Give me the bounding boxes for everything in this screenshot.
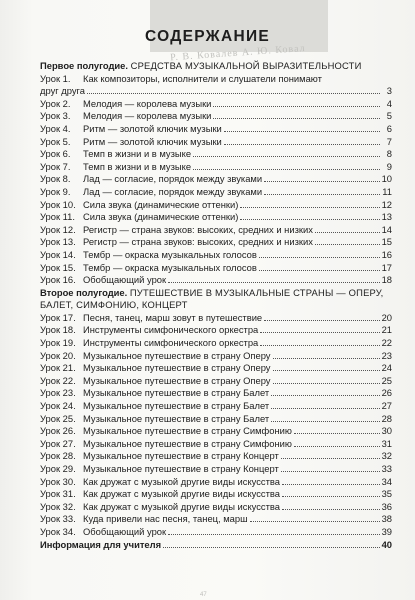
- dot-leader: [281, 471, 380, 472]
- lesson-title: Музыкальное путешествие в страну Балет: [83, 412, 270, 424]
- toc-entry: [40, 148, 392, 161]
- page-number: 5: [386, 110, 392, 122]
- dot-leader: [163, 547, 380, 548]
- page-number: 33: [381, 463, 392, 474]
- dot-leader: [224, 144, 380, 145]
- lesson-title: Обобщающий урок: [83, 274, 167, 286]
- toc-entry: [40, 375, 392, 388]
- page-number: 20: [381, 311, 392, 323]
- page-number: 39: [381, 525, 392, 537]
- lesson-number: Урок 1.: [40, 72, 71, 84]
- section-prefix: Второе полугодие.: [40, 286, 128, 298]
- page-number: 13: [381, 211, 392, 223]
- lesson-number: Урок 5.: [40, 135, 71, 147]
- toc-entry: [40, 387, 392, 400]
- lesson-title: Сила звука (динамические оттенки): [83, 211, 239, 223]
- section-heading-first-half: [40, 60, 392, 73]
- dot-leader: [224, 131, 380, 132]
- page-number: 27: [381, 400, 392, 412]
- dot-leader: [250, 521, 380, 522]
- page-number: 11: [382, 185, 392, 197]
- page-number: 9: [386, 160, 392, 172]
- lesson-number: Урок 16.: [40, 274, 76, 286]
- page-number: 38: [381, 513, 392, 525]
- info-title: Информация для учителя: [40, 538, 162, 550]
- lesson-number: Урок 6.: [40, 148, 71, 160]
- page-number: 15: [381, 236, 392, 248]
- lesson-title: Темп в жизни и в музыке: [83, 148, 192, 160]
- footer-mark: 47: [200, 592, 207, 598]
- toc-entry: [40, 513, 392, 526]
- toc-entry: [40, 211, 392, 224]
- toc-entry: [40, 136, 392, 149]
- toc-entry-teacher-info: [40, 539, 392, 552]
- lesson-title: Как дружат с музыкой другие виды искусства: [83, 475, 281, 487]
- dot-leader: [264, 181, 380, 182]
- lesson-number: Урок 19.: [40, 337, 76, 349]
- page-number: 25: [381, 374, 392, 386]
- page-number: 14: [381, 223, 392, 235]
- lesson-title: Как дружат с музыкой другие виды искусства: [83, 488, 281, 500]
- lesson-title: Регистр — страна звуков: высоких, средних и низких: [83, 236, 313, 248]
- table-of-contents: [40, 60, 392, 551]
- page-title: СОДЕРЖАНИЕ: [144, 28, 271, 45]
- toc-list-first-half: [40, 98, 392, 287]
- dot-leader: [213, 106, 380, 107]
- toc-entry: [40, 312, 392, 325]
- toc-entry: [40, 362, 392, 375]
- lesson-number: Урок 15.: [40, 261, 76, 273]
- lesson-number: Урок 26.: [40, 425, 76, 437]
- toc-entry: [40, 249, 392, 262]
- toc-entry: [40, 123, 392, 136]
- lesson-title: Регистр — страна звуков: высоких, средних и низких: [83, 223, 313, 235]
- dot-leader: [315, 232, 380, 233]
- dot-leader: [259, 270, 380, 271]
- page-number: 34: [381, 475, 392, 487]
- dot-leader: [294, 446, 380, 447]
- toc-entry: [40, 450, 392, 463]
- dot-leader: [264, 320, 380, 321]
- section-name: СРЕДСТВА МУЗЫКАЛЬНОЙ ВЫРАЗИТЕЛЬНОСТИ: [130, 60, 362, 71]
- page-number: 23: [381, 349, 392, 361]
- lesson-title: Как композиторы, исполнители и слушатели понимают: [83, 72, 322, 84]
- lesson-title: Песня, танец, марш зовут в путешествие: [83, 311, 263, 323]
- lesson-number: Урок 10.: [40, 198, 76, 210]
- lesson-title: Музыкальное путешествие в страну Симфонию: [83, 425, 292, 437]
- toc-entry: [40, 350, 392, 363]
- toc-entry: [40, 173, 392, 186]
- page-number: 4: [386, 97, 392, 109]
- page-number: 26: [381, 387, 392, 399]
- dot-leader: [271, 421, 380, 422]
- toc-entry: [40, 438, 392, 451]
- lesson-number: Урок 34.: [40, 525, 76, 537]
- lesson-number: Урок 21.: [40, 362, 76, 374]
- lesson-title: Куда привели нас песня, танец, марш: [83, 513, 248, 525]
- lesson-title: Мелодия — королева музыки: [83, 110, 212, 122]
- dot-leader: [193, 169, 380, 170]
- dot-leader: [282, 484, 380, 485]
- toc-entry: [40, 224, 392, 237]
- lesson-number: Урок 13.: [40, 236, 76, 248]
- dot-leader: [264, 194, 380, 195]
- lesson-title: Мелодия — королева музыки: [83, 97, 212, 109]
- lesson-number: Урок 29.: [40, 463, 76, 474]
- dot-leader: [273, 358, 381, 359]
- bleed-through-text: Р. В. Ковалев А. Ю. Ковал: [169, 42, 306, 64]
- page-number: 3: [386, 85, 392, 97]
- lesson-number: Урок 14.: [40, 248, 76, 260]
- toc-entry: [40, 161, 392, 174]
- dot-leader: [282, 509, 380, 510]
- toc-entry: [40, 199, 392, 212]
- dot-leader: [240, 219, 380, 220]
- toc-entry: [40, 324, 392, 337]
- lesson-title: Как дружат с музыкой другие виды искусства: [83, 500, 281, 512]
- toc-entry: [40, 463, 392, 476]
- page-number: 7: [386, 135, 392, 147]
- page-number: 10: [381, 173, 392, 185]
- toc-entry: [40, 262, 392, 275]
- page-number: 16: [381, 248, 392, 260]
- lesson-number: Урок 11.: [40, 211, 76, 223]
- lesson-title: Музыкальное путешествие в страну Оперу: [83, 349, 271, 361]
- dot-leader: [240, 207, 380, 208]
- toc-entry: [40, 526, 392, 539]
- toc-entry: [40, 186, 392, 199]
- dot-leader: [193, 156, 380, 157]
- dot-leader: [294, 433, 380, 434]
- dot-leader: [259, 257, 380, 258]
- lesson-number: Урок 20.: [40, 349, 76, 361]
- toc-list-second-half: [40, 312, 392, 539]
- toc-entry: [40, 236, 392, 249]
- section-prefix: Первое полугодие.: [40, 60, 128, 71]
- dot-leader: [260, 332, 380, 333]
- toc-entry: [40, 98, 392, 111]
- dot-leader: [273, 383, 381, 384]
- lesson-number: Урок 2.: [40, 97, 71, 109]
- lesson-number: Урок 30.: [40, 475, 76, 487]
- lesson-title-continued: друг друга: [40, 85, 85, 97]
- page-number: 31: [381, 437, 392, 449]
- page-number: 6: [386, 122, 392, 134]
- lesson-title: Сила звука (динамические оттенки): [83, 198, 239, 210]
- lesson-number: Урок 31.: [40, 488, 76, 500]
- lesson-title: Ритм — золотой ключик музыки: [83, 135, 222, 147]
- lesson-title: Музыкальное путешествие в страну Балет: [83, 387, 270, 399]
- lesson-title: Музыкальное путешествие в страну Оперу: [83, 374, 271, 386]
- lesson-number: Урок 23.: [40, 387, 76, 399]
- lesson-title: Тембр — окраска музыкальных голосов: [83, 248, 257, 260]
- page-number: 8: [386, 148, 392, 160]
- lesson-title: Музыкальное путешествие в страну Концерт: [83, 463, 279, 474]
- page-number: 35: [381, 488, 392, 500]
- lesson-number: Урок 12.: [40, 223, 76, 235]
- toc-entry: [40, 274, 392, 287]
- page-number: 24: [381, 362, 392, 374]
- dot-leader: [168, 534, 380, 535]
- lesson-title: Музыкальное путешествие в страну Концерт: [83, 450, 279, 462]
- dot-leader: [281, 458, 380, 459]
- section-heading-second-half: [40, 287, 392, 312]
- lesson-number: Урок 9.: [40, 185, 71, 197]
- lesson-number: Урок 3.: [40, 110, 71, 122]
- toc-entry: [40, 501, 392, 514]
- lesson-title: Музыкальное путешествие в страну Оперу: [83, 362, 271, 374]
- page-number: 40: [381, 538, 392, 550]
- lesson-title: Инструменты симфонического оркестра: [83, 337, 259, 349]
- dot-leader: [87, 93, 380, 94]
- dot-leader: [260, 345, 380, 346]
- page-number: 21: [381, 324, 392, 336]
- toc-entry: [40, 337, 392, 350]
- dot-leader: [168, 282, 380, 283]
- lesson-number: Урок 32.: [40, 500, 76, 512]
- toc-entry: [40, 110, 392, 123]
- lesson-title: Музыкальное путешествие в страну Балет: [83, 400, 270, 412]
- dot-leader: [315, 244, 380, 245]
- lesson-title: Музыкальное путешествие в страну Симфонию: [83, 437, 292, 449]
- page-number: 30: [381, 425, 392, 437]
- lesson-number: Урок 7.: [40, 160, 71, 172]
- lesson-title: Инструменты симфонического оркестра: [83, 324, 259, 336]
- toc-entry: [40, 400, 392, 413]
- dot-leader: [271, 408, 380, 409]
- section-name: ПУТЕШЕСТВИЕ В МУЗЫКАЛЬНЫЕ СТРАНЫ — ОПЕРУ, БАЛЕТ, СИМФОНИЮ, КОНЦЕРТ: [40, 286, 384, 311]
- page-number: 22: [381, 337, 392, 349]
- lesson-number: Урок 4.: [40, 122, 71, 134]
- lesson-number: Урок 22.: [40, 374, 76, 386]
- dot-leader: [213, 118, 380, 119]
- page-number: 28: [381, 412, 392, 424]
- dot-leader: [282, 496, 380, 497]
- lesson-number: Урок 33.: [40, 513, 76, 525]
- lesson-number: Урок 27.: [40, 437, 76, 449]
- toc-entry: [40, 413, 392, 426]
- page-number: 18: [381, 274, 392, 286]
- toc-entry: [40, 488, 392, 501]
- lesson-number: Урок 17.: [40, 311, 76, 323]
- toc-entry: [40, 425, 392, 438]
- lesson-number: Урок 18.: [40, 324, 76, 336]
- lesson-number: Урок 28.: [40, 450, 76, 462]
- page-number: 12: [381, 198, 392, 210]
- lesson-number: Урок 25.: [40, 412, 76, 424]
- toc-entry: [40, 476, 392, 489]
- lesson-title: Обобщающий урок: [83, 525, 167, 537]
- lesson-title: Лад — согласие, порядок между звуками: [83, 185, 263, 197]
- lesson-title: Тембр — окраска музыкальных голосов: [83, 261, 257, 273]
- lesson-title: Лад — согласие, порядок между звуками: [83, 173, 263, 185]
- lesson-number: Урок 24.: [40, 400, 76, 412]
- page-number: 32: [381, 450, 392, 462]
- dot-leader: [273, 370, 381, 371]
- page-number: 36: [381, 500, 392, 512]
- lesson-number: Урок 8.: [40, 173, 71, 185]
- lesson-title: Темп в жизни и в музыке: [83, 160, 192, 172]
- lesson-title: Ритм — золотой ключик музыки: [83, 122, 222, 134]
- dot-leader: [271, 395, 380, 396]
- toc-entry: [40, 73, 392, 98]
- page-number: 17: [381, 261, 392, 273]
